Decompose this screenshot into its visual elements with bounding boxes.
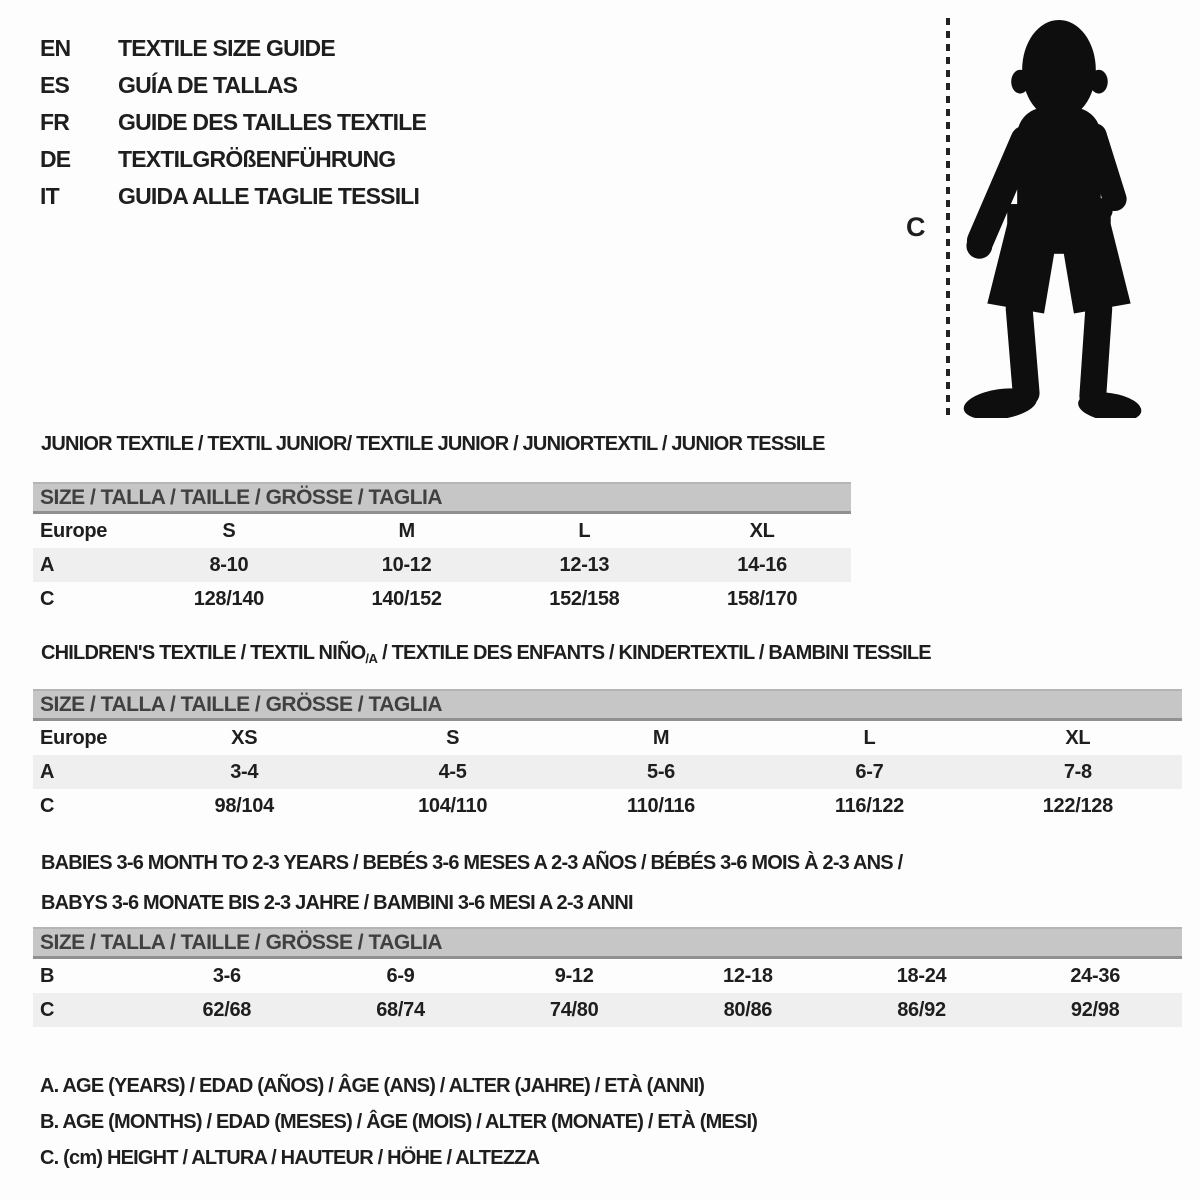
children-section-title: [41, 642, 931, 666]
size-header-text: SIZE / TALLA / TAILLE / GRÖSSE / TAGLIA: [40, 930, 443, 954]
table-cell: L: [578, 519, 591, 542]
language-row-es: [40, 67, 426, 104]
row-label: A: [40, 553, 55, 576]
table-cell: 86/92: [897, 998, 946, 1021]
table-cell: 24-36: [1070, 964, 1121, 987]
size-header-bar: [33, 927, 1182, 959]
table-row-europe: [33, 721, 1182, 755]
language-title: TEXTILGRÖßENFÜHRUNG: [118, 146, 396, 172]
row-label: Europe: [40, 519, 108, 542]
row-label: B: [40, 964, 55, 987]
language-title: GUÍA DE TALLAS: [118, 72, 298, 98]
table-row-a: [33, 755, 1182, 789]
table-row-b: [33, 959, 1182, 993]
table-cell: 12-18: [723, 964, 773, 987]
table-cell: 8-10: [209, 553, 249, 576]
size-header-text: SIZE / TALLA / TAILLE / GRÖSSE / TAGLIA: [40, 485, 443, 509]
legend-line-a: A. AGE (YEARS) / EDAD (AÑOS) / ÂGE (ANS) / ALTER (JAHRE) / ETÀ (ANNI): [40, 1075, 705, 1097]
size-header-bar: [33, 482, 851, 514]
table-cell: 116/122: [834, 794, 904, 817]
children-size-table: [33, 689, 1182, 823]
table-cell: M: [398, 519, 415, 542]
legend-line-b: B. AGE (MONTHS) / EDAD (MESES) / ÂGE (MOIS) / ALTER (MONATE) / ETÀ (MESI): [40, 1111, 758, 1133]
babies-size-table: [33, 927, 1182, 1027]
table-cell: 3-4: [230, 760, 259, 783]
children-title-prefix: CHILDREN'S TEXTILE / TEXTIL NIÑO: [41, 642, 366, 664]
table-cell: 4-5: [438, 760, 467, 783]
table-cell: 12-13: [559, 553, 610, 576]
children-title-subscript: /A: [365, 651, 378, 666]
table-cell: S: [446, 726, 460, 749]
table-cell: S: [222, 519, 236, 542]
language-row-fr: [40, 104, 426, 141]
table-row-a: [33, 548, 851, 582]
table-cell: XS: [231, 726, 258, 749]
language-code: ES: [40, 72, 70, 98]
table-cell: M: [652, 726, 670, 749]
junior-size-table: [33, 482, 851, 616]
table-cell: 128/140: [193, 587, 264, 610]
babies-title-line1: BABIES 3-6 MONTH TO 2-3 YEARS / BEBÉS 3-6 MESES A 2-3 AÑOS / BÉBÉS 3-6 MOIS À 2-3 ANS /: [41, 852, 903, 874]
measurement-legend: [40, 1068, 757, 1176]
size-header-text: SIZE / TALLA / TAILLE / GRÖSSE / TAGLIA: [40, 692, 443, 716]
table-cell: 158/170: [727, 587, 798, 610]
table-cell: 92/98: [1070, 998, 1120, 1021]
table-row-c: [33, 582, 851, 616]
row-label: A: [40, 760, 55, 783]
table-cell: 9-12: [554, 964, 594, 987]
language-row-en: [40, 30, 426, 67]
row-label: C: [40, 587, 55, 610]
legend-line-c: C. (cm) HEIGHT / ALTURA / HAUTEUR / HÖHE / ALTEZZA: [40, 1147, 540, 1169]
height-measure-label: C: [906, 212, 926, 242]
table-cell: XL: [1065, 726, 1091, 749]
table-cell: 5-6: [647, 760, 676, 783]
table-cell: L: [863, 726, 876, 749]
table-cell: 10-12: [381, 553, 432, 576]
language-code: FR: [40, 109, 70, 135]
table-cell: 80/86: [723, 998, 773, 1021]
language-code: IT: [40, 183, 59, 209]
language-title: TEXTILE SIZE GUIDE: [118, 35, 335, 61]
table-cell: XL: [749, 519, 775, 542]
table-cell: 98/104: [214, 794, 274, 817]
table-cell: 7-8: [1063, 760, 1092, 783]
language-title: GUIDA ALLE TAGLIE TESSILI: [118, 183, 420, 209]
table-row-c: [33, 993, 1182, 1027]
table-cell: 110/116: [627, 794, 696, 817]
babies-section-title: [41, 843, 902, 923]
table-cell: 6-7: [855, 760, 884, 783]
language-row-de: [40, 141, 426, 178]
row-label: Europe: [40, 726, 108, 749]
table-cell: 18-24: [896, 964, 947, 987]
table-row-europe: [33, 514, 851, 548]
language-code: DE: [40, 146, 71, 172]
table-cell: 14-16: [737, 553, 787, 576]
junior-section-title: JUNIOR TEXTILE / TEXTIL JUNIOR/ TEXTILE JUNIOR / JUNIORTEXTIL / JUNIOR TESSILE: [41, 433, 825, 455]
language-title: GUIDE DES TAILLES TEXTILE: [118, 109, 426, 135]
row-label: C: [40, 998, 55, 1021]
babies-title-line2: BABYS 3-6 MONATE BIS 2-3 JAHRE / BAMBINI 3-6 MESI A 2-3 ANNI: [41, 892, 633, 914]
table-cell: 104/110: [418, 794, 488, 817]
height-measure-dashed-line: [946, 18, 950, 416]
table-cell: 68/74: [376, 998, 425, 1021]
table-cell: 122/128: [1042, 794, 1113, 817]
table-cell: 6-9: [386, 964, 415, 987]
toddler-silhouette-icon: [962, 10, 1142, 418]
language-row-it: [40, 178, 426, 215]
table-cell: 74/80: [549, 998, 599, 1021]
table-cell: 3-6: [212, 964, 241, 987]
table-cell: 152/158: [549, 587, 620, 610]
row-label: C: [40, 794, 55, 817]
table-cell: 140/152: [371, 587, 442, 610]
language-code: EN: [40, 35, 71, 61]
children-title-suffix: / TEXTILE DES ENFANTS / KINDERTEXTIL / BAMBINI TESSILE: [377, 642, 931, 664]
table-cell: 62/68: [202, 998, 252, 1021]
language-list: [40, 30, 426, 215]
table-row-c: [33, 789, 1182, 823]
size-header-bar: [33, 689, 1182, 721]
